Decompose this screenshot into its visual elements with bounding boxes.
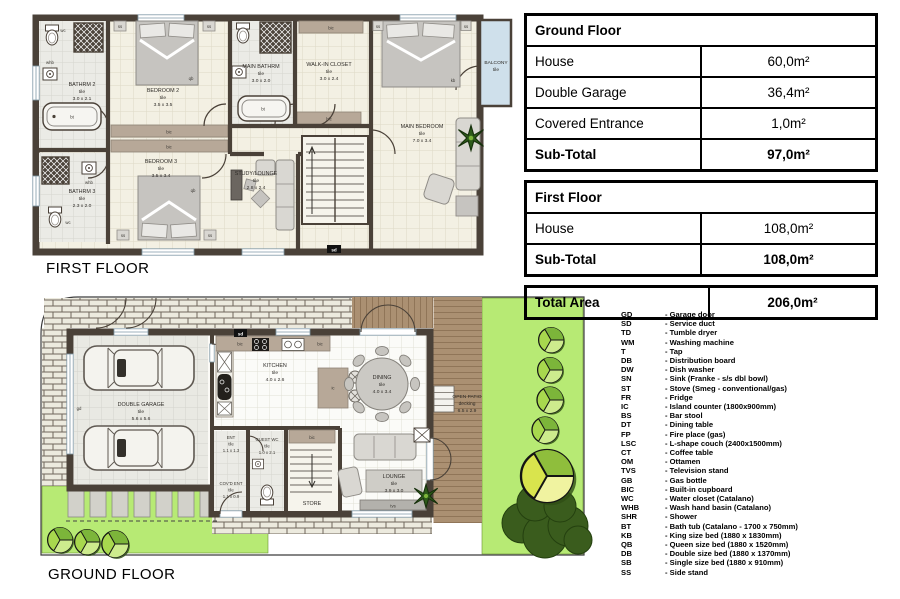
- total-label: Total Area: [526, 287, 709, 319]
- bed-king-main-bedroom: [373, 21, 471, 87]
- legend-desc: - Fridge: [665, 392, 693, 402]
- bic-label: bic: [317, 341, 323, 347]
- svg-text:3.5 x 3.5: 3.5 x 3.5: [153, 103, 173, 108]
- svg-text:2.8 x 2.4: 2.8 x 2.4: [246, 186, 266, 191]
- legend-abbr: FP: [621, 429, 631, 439]
- brick-paving-left: [42, 328, 70, 486]
- svg-text:tile: tile: [325, 70, 333, 75]
- legend-abbr: SD: [621, 319, 632, 329]
- legend-item: [621, 549, 889, 558]
- sd-label: sd: [237, 331, 244, 337]
- area-row-value: 60,0m²: [701, 46, 877, 77]
- legend-desc: - Tumble dryer: [665, 328, 718, 338]
- svg-text:LOUNGE: LOUNGE: [382, 474, 406, 480]
- legend-abbr: TD: [621, 328, 632, 338]
- svg-text:tile: tile: [378, 383, 386, 388]
- svg-text:tile: tile: [418, 132, 426, 137]
- legend-desc: - Shower: [665, 512, 698, 522]
- legend-abbr: GD: [621, 310, 633, 319]
- svg-text:MAIN BEDROOM: MAIN BEDROOM: [400, 124, 444, 130]
- wc-label: wc: [65, 220, 71, 225]
- svg-text:DINING: DINING: [372, 375, 392, 381]
- bic-label: bic: [237, 341, 243, 347]
- ground-floor-plan: [30, 288, 600, 566]
- svg-text:ENT: ENT: [226, 435, 236, 440]
- svg-text:tile: tile: [390, 482, 398, 487]
- tvs-label: tvs: [390, 503, 396, 509]
- legend-abbr: KB: [621, 530, 632, 540]
- legend-desc: - Island counter (1800x900mm): [665, 402, 776, 412]
- svg-text:tile: tile: [252, 179, 260, 184]
- bt-label: bt: [70, 114, 74, 120]
- svg-text:3.5 x 3.4: 3.5 x 3.4: [151, 174, 171, 179]
- legend-item: [621, 494, 889, 503]
- svg-text:STUDY/LOUNGE: STUDY/LOUNGE: [234, 171, 278, 177]
- first-floor-title: FIRST FLOOR: [46, 260, 150, 277]
- svg-text:3.0 x 2.1: 3.0 x 2.1: [72, 97, 92, 102]
- legend-abbr: BS: [621, 411, 632, 421]
- legend-abbr: ST: [621, 383, 631, 393]
- svg-text:1.1 x 0.9: 1.1 x 0.9: [222, 494, 240, 499]
- svg-text:3.0 x 2.4: 3.0 x 2.4: [319, 77, 339, 82]
- ss-label: ss: [206, 24, 212, 29]
- legend-desc: - Bar stool: [665, 411, 703, 421]
- svg-text:tile: tile: [228, 487, 234, 493]
- bic-label: bic: [309, 435, 315, 440]
- table-header: First Floor: [526, 182, 877, 214]
- legend-abbr: DW: [621, 365, 634, 375]
- legend-desc: - Side stand: [665, 567, 709, 577]
- legend-desc: - L-shape couch (2400x1500mm): [665, 438, 782, 448]
- svg-text:BALCONY: BALCONY: [484, 61, 508, 66]
- svg-text:WALK-IN CLOSET: WALK-IN CLOSET: [306, 62, 352, 68]
- legend-desc: - Dish washer: [665, 365, 715, 375]
- legend-desc: - Stove (Smeg - conventional/gas): [665, 383, 787, 393]
- legend-item: [621, 430, 889, 439]
- legend-item: [621, 420, 889, 429]
- legend-item: [621, 503, 889, 512]
- legend-desc: - Single size bed (1880 x 910mm): [665, 558, 784, 568]
- legend-item: [621, 512, 889, 521]
- legend-item: [621, 384, 889, 393]
- qb-label: qb: [188, 76, 194, 81]
- legend-desc: - Dining table: [665, 420, 714, 430]
- legend-desc: - Washing machine: [665, 337, 734, 347]
- gd-label: gd: [76, 406, 82, 411]
- svg-text:4.0 x 3.4: 4.0 x 3.4: [372, 390, 392, 395]
- wc-label: wc: [60, 28, 66, 33]
- legend-item: [621, 568, 889, 577]
- legend-abbr: FR: [621, 392, 632, 402]
- legend-desc: - Fire place (gas): [665, 429, 726, 439]
- legend-item: [621, 485, 889, 494]
- svg-text:5.6 x 5.6: 5.6 x 5.6: [131, 417, 151, 422]
- legend-item: [621, 365, 889, 374]
- legend-abbr: TVS: [621, 466, 636, 476]
- legend-item: [621, 540, 889, 549]
- legend-item: [621, 522, 889, 531]
- legend-item: [621, 319, 889, 328]
- legend-abbr: LSC: [621, 438, 637, 448]
- svg-text:tile: tile: [78, 197, 86, 202]
- car-icon: [84, 346, 194, 390]
- patio-decking-top: [352, 297, 433, 328]
- legend-item: [621, 347, 889, 356]
- area-tables: [524, 13, 878, 328]
- table-header: Ground Floor: [526, 15, 877, 47]
- store-label: STORE: [302, 501, 322, 507]
- legend-item: [621, 374, 889, 383]
- sd-label: sd: [331, 247, 337, 253]
- svg-text:BEDROOM 3: BEDROOM 3: [144, 159, 178, 165]
- legend-item: [621, 393, 889, 402]
- ss-label: ss: [120, 233, 126, 238]
- subtotal-label: Sub-Total: [526, 139, 702, 171]
- svg-text:3.9 x 3.0: 3.9 x 3.0: [384, 489, 404, 494]
- area-row-label: House: [526, 213, 702, 244]
- legend-abbr: BIC: [621, 484, 635, 494]
- legend-abbr: BT: [621, 521, 632, 531]
- svg-text:MAIN BATHRM: MAIN BATHRM: [242, 64, 280, 70]
- subtotal-value: 97,0m²: [701, 139, 877, 171]
- legend-abbr: SHR: [621, 512, 638, 522]
- legend-abbr: DT: [621, 420, 632, 430]
- legend-item: [621, 448, 889, 457]
- legend-item: [621, 531, 889, 540]
- legend-abbr: SN: [621, 374, 632, 384]
- svg-text:1.0 x 2.1: 1.0 x 2.1: [258, 450, 276, 455]
- area-row-label: House: [526, 46, 702, 77]
- svg-text:3.0 x 2.0: 3.0 x 2.0: [251, 79, 271, 84]
- legend-desc: - Service duct: [665, 319, 715, 329]
- legend-desc: - Wash hand basin (Catalano): [665, 503, 772, 513]
- legend-desc: - Sink (Franke - s/s dbl bowl): [665, 374, 768, 384]
- area-row-value: 108,0m²: [701, 213, 877, 244]
- bic-label: bic: [166, 129, 172, 135]
- area-row-label: Double Garage: [526, 77, 702, 108]
- subtotal-value: 108,0m²: [701, 244, 877, 276]
- subtotal-label: Sub-Total: [526, 244, 702, 276]
- ground-floor-area-table: [524, 13, 878, 172]
- ground-floor-title: GROUND FLOOR: [48, 566, 176, 583]
- legend-abbr: OM: [621, 457, 634, 467]
- legend-desc: - Tap: [665, 346, 683, 356]
- legend-desc: - Water closet (Catalano): [665, 494, 754, 504]
- svg-text:tile: tile: [137, 410, 145, 415]
- svg-text:GUEST WC: GUEST WC: [255, 437, 279, 442]
- legend-desc: - Television stand: [665, 466, 729, 476]
- svg-text:tile: tile: [157, 167, 165, 172]
- legend-desc: - Queen size bed (1880 x 1520mm): [665, 540, 789, 550]
- svg-text:tile: tile: [264, 443, 270, 449]
- svg-text:KITCHEN: KITCHEN: [263, 363, 287, 369]
- svg-text:4.0 x 2.6: 4.0 x 2.6: [265, 378, 285, 383]
- svg-text:7.0 x 3.4: 7.0 x 3.4: [412, 139, 432, 144]
- legend-abbr: SB: [621, 558, 632, 568]
- legend-item: [621, 338, 889, 347]
- legend-abbr: WC: [621, 494, 634, 504]
- area-row-value: 1,0m²: [701, 108, 877, 139]
- legend-desc: - Gas bottle: [665, 475, 707, 485]
- legend-abbr: SS: [621, 567, 632, 577]
- svg-text:tile: tile: [159, 96, 167, 101]
- legend-desc: - Double size bed (1880 x 1370mm): [665, 549, 791, 559]
- legend-abbr: WHB: [621, 503, 640, 513]
- svg-text:tile: tile: [257, 72, 265, 77]
- whb-label: whb: [85, 180, 93, 185]
- car-icon: [84, 426, 194, 470]
- svg-text:tile: tile: [228, 441, 234, 447]
- svg-text:BATHRM 2: BATHRM 2: [68, 82, 96, 88]
- ss-label: ss: [207, 233, 213, 238]
- legend-abbr: DB: [621, 549, 632, 559]
- svg-text:tile: tile: [271, 371, 279, 376]
- legend-abbr: CT: [621, 448, 632, 458]
- legend-item: [621, 476, 889, 485]
- legend-abbr: GB: [621, 475, 633, 485]
- legend-item: [621, 328, 889, 337]
- legend-desc: - King size bed (1880 x 1830mm): [665, 530, 782, 540]
- legend-item: [621, 310, 889, 319]
- svg-text:tile: tile: [78, 90, 86, 95]
- svg-text:decking: decking: [458, 402, 476, 407]
- legend-item: [621, 558, 889, 567]
- bic-label: bic: [166, 144, 172, 150]
- first-floor-plan: [30, 8, 520, 258]
- driveway-slabs: [68, 491, 216, 517]
- kb-label: kb: [450, 78, 456, 83]
- legend-item: [621, 457, 889, 466]
- legend-desc: - Distribution board: [665, 356, 736, 366]
- legend-desc: - Ottamen: [665, 457, 701, 467]
- svg-text:OPEN PATIO: OPEN PATIO: [452, 395, 482, 400]
- svg-text:6.5 x 2.9: 6.5 x 2.9: [457, 409, 477, 414]
- first-floor-area-table: [524, 180, 878, 277]
- legend-abbr: T: [621, 346, 626, 356]
- qb-label: qb: [190, 188, 196, 193]
- svg-text:DOUBLE GARAGE: DOUBLE GARAGE: [117, 402, 165, 408]
- ss-label: ss: [463, 23, 469, 29]
- legend-desc: - Coffee table: [665, 448, 714, 458]
- legend-item: [621, 411, 889, 420]
- svg-text:BATHRM 3: BATHRM 3: [68, 189, 96, 195]
- ss-label: ss: [117, 24, 123, 29]
- whb-label: whb: [46, 60, 54, 65]
- legend-list: [621, 310, 889, 577]
- legend-desc: - Garage door: [665, 310, 715, 319]
- legend-abbr: IC: [621, 402, 629, 412]
- svg-text:tile: tile: [492, 68, 500, 73]
- legend-desc: - Built-in cupboard: [665, 484, 733, 494]
- legend-abbr: QB: [621, 540, 633, 550]
- legend-item: [621, 402, 889, 411]
- area-row-label: Covered Entrance: [526, 108, 702, 139]
- svg-text:BEDROOM 2: BEDROOM 2: [146, 88, 180, 94]
- legend-abbr: DB: [621, 356, 632, 366]
- area-row-value: 36,4m²: [701, 77, 877, 108]
- ic-label: ic: [331, 385, 335, 391]
- legend-abbr: WM: [621, 337, 635, 347]
- bic-label: bic: [328, 25, 334, 31]
- svg-text:COV'D ENT: COV'D ENT: [219, 481, 243, 486]
- total-value: 206,0m²: [709, 287, 877, 319]
- svg-text:1.1 x 1.3: 1.1 x 1.3: [222, 448, 240, 453]
- legend-item: [621, 466, 889, 475]
- svg-text:2.3 x 2.0: 2.3 x 2.0: [72, 204, 92, 209]
- bic-label: bic: [326, 116, 332, 122]
- legend-item: [621, 439, 889, 448]
- legend-desc: - Bath tub (Catalano - 1700 x 750mm): [665, 521, 798, 531]
- ss-label: ss: [375, 23, 381, 29]
- bt-label: bt: [261, 106, 265, 112]
- legend-item: [621, 356, 889, 365]
